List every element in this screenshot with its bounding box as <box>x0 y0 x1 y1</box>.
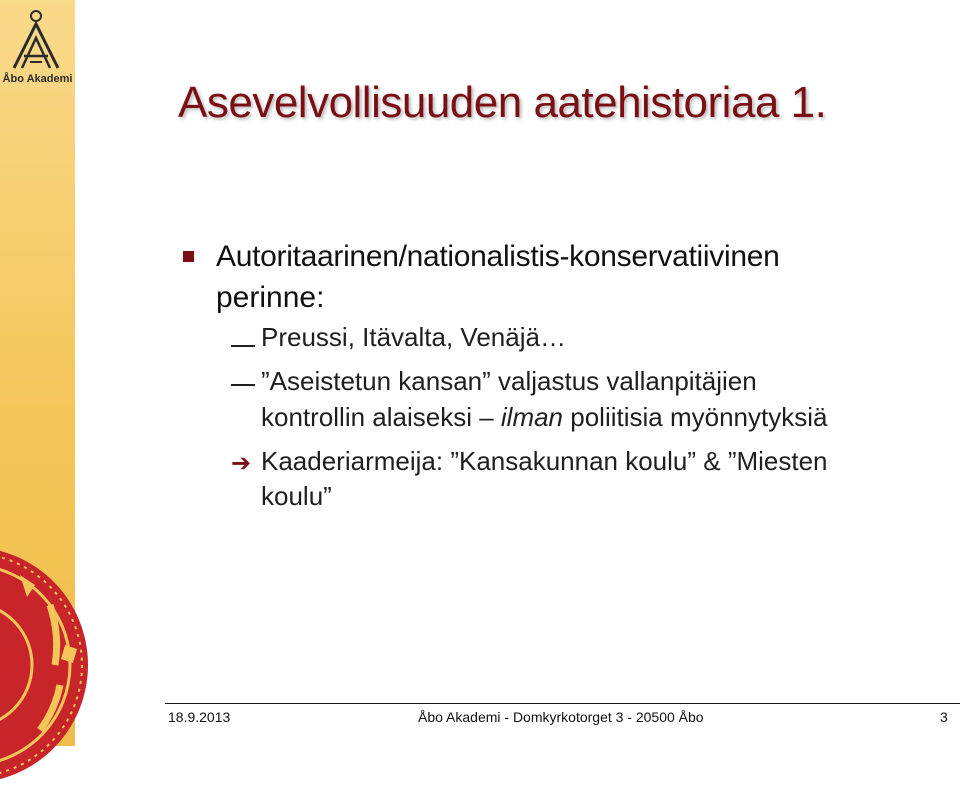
sub-bullet-1: Preussi, Itävalta, Venäjä… <box>261 322 566 352</box>
sub-bullet-2-line-1: ”Aseistetun kansan” valjastus vallanpitäjien <box>261 366 757 396</box>
arrow-bullet-icon: ➔ <box>231 449 252 477</box>
slide-title: Asevelvollisuuden aatehistoriaa 1. <box>178 78 827 127</box>
bullet-text-line-2: perinne: <box>216 281 325 314</box>
footer-address: Åbo Akademi - Domkyrkotorget 3 - 20500 Åbo <box>418 709 704 725</box>
sub-bullet-2-text-b: poliitisia myönnytyksiä <box>563 402 828 432</box>
sub-bullet-2-line-2 <box>261 402 827 433</box>
sub-bullet-2-text-a: kontrollin alaiseksi – <box>261 402 501 432</box>
dash-bullet-icon <box>231 384 255 386</box>
footer-date: 18.9.2013 <box>168 709 231 725</box>
sub-bullet-3-line-1: Kaaderiarmeija: ”Kansakunnan koulu” & ”Miesten <box>261 446 828 476</box>
dash-bullet-icon <box>231 345 255 347</box>
page-number: 3 <box>940 709 948 725</box>
square-bullet-icon <box>183 251 194 262</box>
logo-text: Åbo Akademi <box>2 73 73 85</box>
sub-bullet-2-emphasis: ilman <box>500 402 564 432</box>
footer-divider <box>165 703 960 704</box>
sub-bullet-3-line-2: koulu” <box>261 481 332 511</box>
bullet-text-line-1: Autoritaarinen/nationalistis-konservatiivinen <box>216 240 780 273</box>
